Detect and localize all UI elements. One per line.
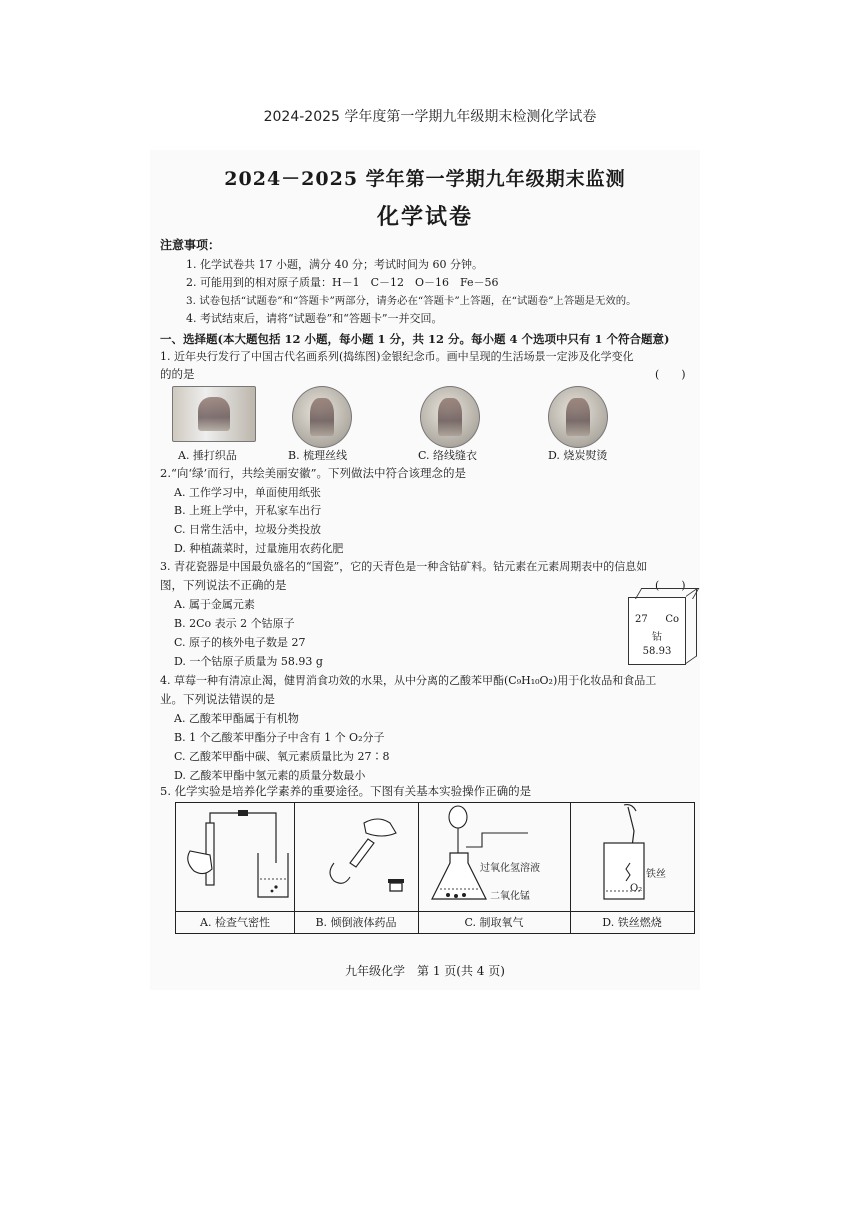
question-4-stem-cont: 业。下列说法错误的是 (160, 692, 275, 706)
element-symbol: Co (665, 614, 679, 625)
option-label: C. 络线缝衣 (418, 449, 478, 462)
option-label: B. 2Co 表示 2 个钴原子 (174, 617, 295, 630)
coin-image-a (172, 386, 256, 442)
lab-caption-c: C. 制取氧气 (418, 911, 570, 934)
atomic-number: 27 (635, 614, 648, 625)
scanned-exam-page (150, 150, 700, 990)
option-label: C. 日常生活中，垃圾分类投放 (174, 523, 322, 536)
lab-label-iron-wire: 铁丝 (646, 869, 666, 880)
option-label: C. 原子的核外电子数是 27 (174, 636, 306, 649)
option-label: B. 梳理丝线 (288, 449, 348, 462)
question-4-stem: 4. 草莓一种有清凉止渴，健胃消食功效的水果，从中分离的乙酸苯甲酯(C₉H₁₀O₂)用于化妆品和食品工 (160, 674, 657, 687)
option-label: D. 一个钴原子质量为 58.93 g (174, 655, 323, 668)
lab-label-mno2: 二氧化锰 (490, 891, 530, 902)
pouring-liquid-illustration (294, 803, 418, 911)
option-label: A. 工作学习中，单面使用纸张 (174, 486, 321, 499)
option-label: D. 乙酸苯甲酯中氢元素的质量分数最小 (174, 769, 366, 782)
question-1-stem-cont: 的的是 (160, 367, 195, 381)
coin-image-b (292, 386, 352, 448)
question-5-stem: 5. 化学实验是培养化学素养的重要途径。下图有关基本实验操作正确的是 (160, 784, 532, 798)
lab-label-h2o2: 过氧化氢溶液 (480, 863, 540, 874)
option-label: D. 种植蔬菜时，过量施用农药化肥 (174, 542, 344, 555)
lab-caption-a: A. 检查气密性 (176, 911, 294, 934)
lab-cell-b (294, 803, 419, 933)
question-2-stem: 2.“向‘绿’而行，共绘美丽安徽”。下列做法中符合该理念的是 (160, 466, 467, 480)
option-label: C. 乙酸苯甲酯中碳、氧元素质量比为 27∶8 (174, 750, 390, 763)
question-1-stem: 1. 近年央行发行了中国古代名画系列(捣练图)金银纪念币。画中呈现的生活场景一定涉及化学变化 (160, 350, 634, 363)
lab-label-oxygen: O₂ (630, 883, 643, 894)
atomic-mass: 58.93 (642, 646, 672, 657)
document-title: 2024-2025 学年度第一学期九年级期末检测化学试卷 (263, 109, 597, 125)
answer-paren: ( ) (655, 368, 686, 381)
option-label: D. 烧炭熨烫 (548, 449, 608, 462)
element-name: 钴 (652, 632, 662, 643)
question-3-stem-cont: 图，下列说法不正确的是 (160, 578, 287, 592)
option-label: B. 1 个乙酸苯甲酯分子中含有 1 个 O₂分子 (174, 731, 385, 744)
note-item: 4. 考试结束后，请将“试题卷”和“答题卡”一并交回。 (186, 312, 443, 325)
answer-paren: ( ) (655, 579, 686, 592)
iron-wire-burning-illustration (570, 803, 694, 911)
coin-image-c (420, 386, 480, 448)
lab-operations-table (175, 802, 695, 934)
option-label: A. 属于金属元素 (174, 598, 255, 611)
option-label: B. 上班上学中，开私家车出行 (174, 504, 322, 517)
lab-caption-d: D. 铁丝燃烧 (570, 911, 694, 934)
option-label: A. 乙酸苯甲酯属于有机物 (174, 712, 299, 725)
note-item: 2. 可能用到的相对原子质量：H－1 C－12 O－16 Fe－56 (186, 276, 499, 289)
lab-cell-d (570, 803, 694, 933)
note-item: 3. 试卷包括“试题卷”和“答题卡”两部分，请务必在“答题卡”上答题，在“试题卷”上答题是无效的。 (186, 295, 637, 307)
lab-cell-a (176, 803, 295, 933)
page-footer: 九年级化学 第 1 页(共 4 页) (345, 964, 505, 978)
exam-year-heading: 2024－2025 学年第一学期九年级期末监测 (224, 168, 626, 190)
lab-cell-c (418, 803, 571, 933)
airtightness-check-illustration (176, 803, 294, 911)
lab-caption-b: B. 倾倒液体药品 (294, 911, 418, 934)
exam-subject-title: 化学试卷 (376, 204, 473, 230)
option-label: A. 捶打织品 (178, 449, 237, 462)
section-heading: 一、选择题(本大题包括 12 小题，每小题 1 分，共 12 分。每小题 4 个选项中只有 1 个符合题意) (160, 332, 670, 346)
question-3-stem: 3. 青花瓷器是中国最负盛名的“国瓷”，它的天青色是一种含钴矿料。钴元素在元素周期表中的信息如 (160, 560, 648, 573)
note-item: 1. 化学试卷共 17 小题，满分 40 分；考试时间为 60 分钟。 (186, 258, 483, 271)
cobalt-element-cell (628, 597, 686, 665)
notes-title: 注意事项： (160, 238, 221, 252)
coin-image-d (548, 386, 608, 448)
